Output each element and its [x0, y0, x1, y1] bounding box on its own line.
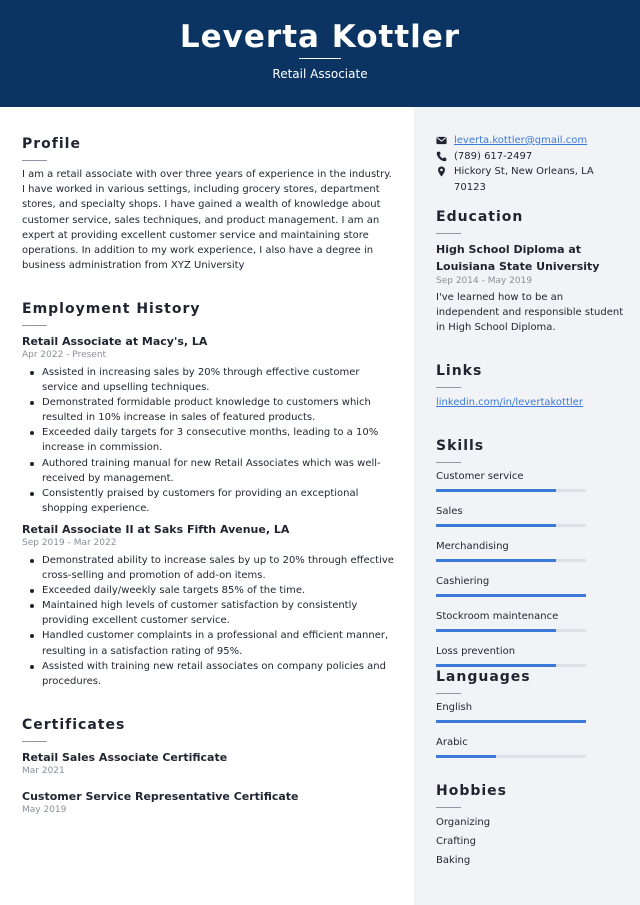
section-divider: [22, 325, 47, 326]
list-item: Handled customer complaints in a professional and efficient manner, resulting in a satisfaction rating of 95%.: [22, 628, 394, 658]
certificates-section: [22, 716, 394, 817]
language-item: [436, 736, 626, 758]
phone-number: (789) 617-2497: [454, 150, 533, 162]
skill-level-fill: [436, 559, 556, 562]
section-divider: [436, 387, 461, 388]
languages-section: [436, 668, 626, 771]
employment-section: [22, 300, 394, 689]
profile-section: [22, 135, 394, 273]
education-dates: Sep 2014 - May 2019: [436, 276, 533, 286]
section-divider: [436, 693, 461, 694]
job-dates: Sep 2019 - Mar 2022: [22, 537, 117, 548]
skill-label: Sales: [436, 506, 463, 517]
job-bullets: [22, 365, 394, 516]
linkedin-link[interactable]: linkedin.com/in/levertakottler: [436, 397, 583, 408]
language-label: English: [436, 702, 473, 713]
skill-level-bar: [436, 524, 586, 527]
list-item: Exceeded daily/weekly sale targets 85% of the time.: [22, 583, 394, 598]
job-dates: Apr 2022 - Present: [22, 350, 107, 360]
skill-level-fill: [436, 594, 586, 597]
list-item: Consistently praised by customers for providing an exceptional shopping experience.: [22, 486, 394, 516]
hobbies-list: [436, 813, 626, 870]
phone-icon: [436, 151, 447, 162]
email-link[interactable]: leverta.kottler@gmail.com: [454, 135, 588, 146]
certificate-name: Retail Sales Associate Certificate: [22, 751, 228, 764]
education-section: [436, 208, 626, 336]
skill-item: [436, 645, 626, 667]
skills-heading: Skills: [436, 438, 485, 454]
hobby-item: Baking: [436, 855, 471, 866]
languages-heading: Languages: [436, 669, 531, 685]
map-pin-icon: [436, 166, 447, 177]
list-item: Assisted in increasing sales by 20% through effective customer service and upselling techniques.: [22, 365, 394, 395]
profile-heading: Profile: [22, 136, 81, 152]
certificate-date: Mar 2021: [22, 766, 65, 776]
candidate-role: Retail Associate: [272, 67, 368, 81]
list-item: Assisted with training new retail associates on company policies and procedures.: [22, 659, 394, 689]
education-degree: High School Diploma at Louisiana State University: [436, 243, 600, 273]
skill-item: [436, 505, 626, 527]
hobby-item: Organizing: [436, 817, 491, 828]
job-bullets: [22, 553, 394, 689]
education-heading: Education: [436, 209, 524, 225]
skill-label: Cashiering: [436, 576, 490, 587]
section-divider: [436, 233, 461, 234]
contact-email-row: [436, 133, 626, 149]
certificate-name: Customer Service Representative Certificate: [22, 790, 299, 803]
skill-level-bar: [436, 594, 586, 597]
language-item: [436, 701, 626, 723]
links-heading: Links: [436, 363, 483, 379]
skill-level-fill: [436, 489, 556, 492]
skills-section: [436, 437, 626, 680]
links-section: [436, 362, 626, 410]
language-level-bar: [436, 755, 586, 758]
job-entry: [22, 522, 394, 689]
list-item: Authored training manual for new Retail Associates which was well-received by management.: [22, 456, 394, 486]
certificates-heading: Certificates: [22, 717, 126, 733]
list-item: Maintained high levels of customer satisfaction by consistently providing excellent customer service.: [22, 598, 394, 628]
certificate-entry: [22, 750, 394, 778]
list-item: Demonstrated formidable product knowledge to customers which resulted in 10% increase in sales of featured products.: [22, 395, 394, 425]
skill-level-bar: [436, 664, 586, 667]
job-title: Retail Associate II at Saks Fifth Avenue, LA: [22, 522, 290, 536]
skill-level-bar: [436, 629, 586, 632]
section-divider: [22, 741, 47, 742]
address-text: Hickory St, New Orleans, LA 70123: [454, 166, 594, 193]
header-divider: [299, 58, 341, 59]
skill-level-fill: [436, 664, 556, 667]
section-divider: [436, 462, 461, 463]
skill-level-bar: [436, 559, 586, 562]
skill-item: [436, 540, 626, 562]
language-label: Arabic: [436, 737, 468, 748]
contact-block: [436, 133, 626, 195]
languages-list: [436, 701, 626, 758]
candidate-name: Leverta Kottler: [179, 19, 461, 55]
hobbies-section: [436, 782, 626, 870]
contact-phone-row: [436, 149, 626, 165]
employment-heading: Employment History: [22, 301, 201, 317]
job-title: Retail Associate at Macy's, LA: [22, 335, 208, 348]
list-item: Demonstrated ability to increase sales by up to 20% through effective cross-selling and promotion of add-on items.: [22, 553, 394, 583]
skill-label: Merchandising: [436, 541, 509, 552]
list-item: Exceeded daily targets for 3 consecutive months, leading to a 10% increase in commission.: [22, 425, 394, 455]
skill-level-fill: [436, 629, 556, 632]
skill-item: [436, 575, 626, 597]
envelope-icon: [436, 135, 447, 146]
skill-item: [436, 610, 626, 632]
skill-level-bar: [436, 489, 586, 492]
profile-text: I am a retail associate with over three years of experience in the industry. I have worked in various settings, including grocery stores, department stores, and specialty shops. I have gained a wealth of knowledge about customer service, sales techniques, and product management. I am an expert at providing excellent customer service and maintaining store operations. In addition to my work experience, I also have a degree in business administration from XYZ University: [22, 169, 392, 272]
hobbies-heading: Hobbies: [436, 783, 508, 799]
section-divider: [22, 160, 47, 161]
skill-label: Stockroom maintenance: [436, 611, 559, 622]
language-level-fill: [436, 755, 496, 758]
certificate-entry: [22, 789, 394, 817]
education-description: I've learned how to be an independent and responsible student in High School Diploma.: [436, 292, 624, 334]
language-level-fill: [436, 720, 586, 723]
contact-address-row: [436, 164, 626, 195]
skill-item: [436, 470, 626, 492]
skill-level-fill: [436, 524, 556, 527]
hobby-item: Crafting: [436, 836, 476, 847]
certificate-date: May 2019: [22, 805, 67, 815]
resume-header: [0, 0, 640, 107]
section-divider: [436, 807, 461, 808]
skills-list: [436, 470, 626, 667]
job-entry: [22, 334, 394, 516]
skill-label: Customer service: [436, 471, 524, 482]
skill-label: Loss prevention: [436, 646, 516, 657]
language-level-bar: [436, 720, 586, 723]
